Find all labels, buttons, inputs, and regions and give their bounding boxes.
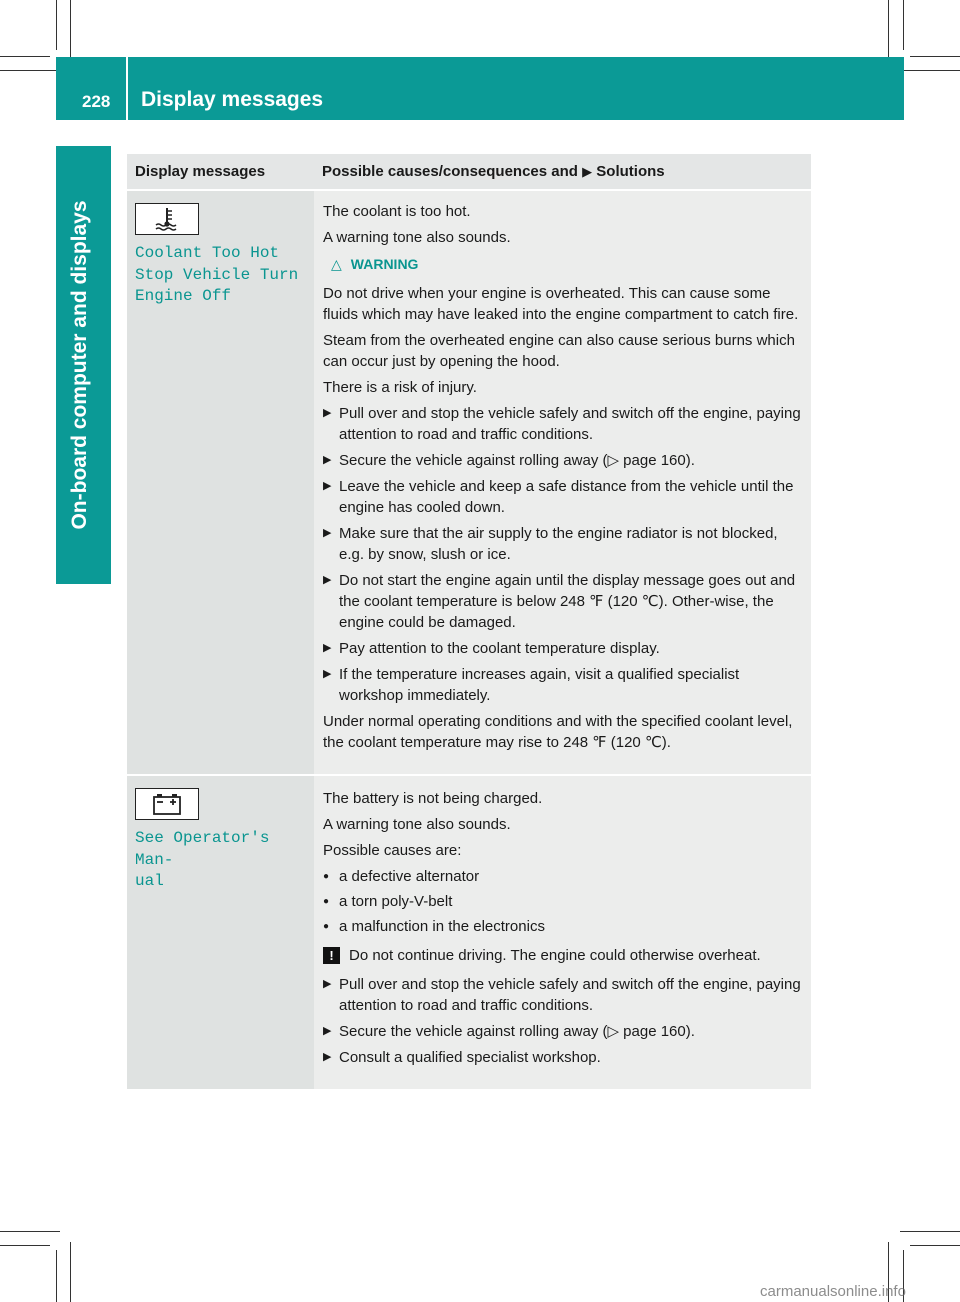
warning-heading bbox=[323, 254, 803, 275]
solution-step bbox=[323, 570, 803, 633]
message-cell bbox=[127, 190, 314, 775]
crop-mark bbox=[56, 0, 57, 50]
warning-label: WARNING bbox=[350, 256, 419, 272]
crop-mark bbox=[910, 56, 960, 57]
bullet-icon: ● bbox=[323, 871, 330, 882]
list-item-text: a malfunction in the electronics bbox=[339, 918, 545, 935]
table-row bbox=[127, 190, 811, 775]
list-item bbox=[323, 891, 803, 912]
page-title: Display messages bbox=[141, 88, 324, 111]
solution-cell bbox=[314, 190, 811, 775]
solution-step-text: Consult a qualified specialist workshop. bbox=[339, 1049, 601, 1066]
play-arrow-icon: ▶ bbox=[582, 164, 593, 179]
crop-mark bbox=[888, 0, 889, 60]
warning-text: There is a risk of injury. bbox=[323, 379, 477, 396]
column-header-solutions-text-2: Solutions bbox=[596, 163, 665, 180]
crop-mark bbox=[900, 1231, 960, 1232]
watermark: carmanualsonline.info bbox=[760, 1283, 906, 1300]
solution-step bbox=[323, 403, 803, 445]
solution-step-text: Pull over and stop the vehicle safely and switch off the engine, paying attention to road and traffic conditions. bbox=[339, 976, 801, 1014]
coolant-temperature-icon bbox=[135, 203, 199, 235]
list-item bbox=[323, 916, 803, 937]
solution-step bbox=[323, 450, 803, 471]
solution-step bbox=[323, 1047, 803, 1068]
warning-triangle-icon: △ bbox=[331, 256, 342, 272]
step-arrow-icon: ▶ bbox=[323, 480, 332, 492]
step-arrow-icon: ▶ bbox=[323, 574, 332, 586]
step-arrow-icon: ▶ bbox=[323, 407, 332, 419]
solution-step-text[interactable]: Secure the vehicle against rolling away (▷ page 160). bbox=[339, 452, 695, 469]
message-cell bbox=[127, 775, 314, 1089]
step-arrow-icon: ▶ bbox=[323, 668, 332, 680]
solution-step bbox=[323, 638, 803, 659]
crop-mark bbox=[70, 0, 71, 60]
column-header-solutions bbox=[314, 154, 811, 190]
cause-text: Possible causes are: bbox=[323, 842, 462, 859]
step-arrow-icon: ▶ bbox=[323, 1025, 332, 1037]
table-header-row bbox=[127, 154, 811, 190]
display-messages-table bbox=[127, 154, 811, 1089]
cause-text: The coolant is too hot. bbox=[323, 203, 471, 220]
step-arrow-icon: ▶ bbox=[323, 454, 332, 466]
solution-cell bbox=[314, 775, 811, 1089]
list-item bbox=[323, 866, 803, 887]
solution-step bbox=[323, 523, 803, 565]
solution-step-text: Do not start the engine again until the display message goes out and the coolant temperature is below 248 ℉ (120 ℃). Other-wise, the engine could be damaged. bbox=[339, 572, 796, 631]
crop-mark bbox=[56, 1250, 57, 1302]
step-arrow-icon: ▶ bbox=[323, 642, 332, 654]
crop-mark bbox=[0, 1245, 50, 1246]
solution-step bbox=[323, 664, 803, 706]
column-header-display-messages: Display messages bbox=[127, 154, 314, 190]
step-arrow-icon: ▶ bbox=[323, 978, 332, 990]
crop-mark bbox=[0, 70, 60, 71]
table-row bbox=[127, 775, 811, 1089]
crop-mark bbox=[900, 70, 960, 71]
crop-mark bbox=[0, 56, 50, 57]
step-arrow-icon: ▶ bbox=[323, 1051, 332, 1063]
bullet-icon: ● bbox=[323, 896, 330, 907]
solution-step-text: Leave the vehicle and keep a safe distance from the vehicle until the engine has cooled down. bbox=[339, 478, 794, 516]
solution-step bbox=[323, 476, 803, 518]
crop-mark bbox=[0, 1231, 60, 1232]
crop-mark bbox=[70, 1242, 71, 1302]
caution-note bbox=[323, 945, 803, 966]
solution-step-text[interactable]: Secure the vehicle against rolling away (▷ page 160). bbox=[339, 1023, 695, 1040]
solution-step-text: If the temperature increases again, visit a qualified specialist workshop immediately. bbox=[339, 666, 740, 704]
warning-text: Steam from the overheated engine can also cause serious burns which can occur just by opening the hood. bbox=[323, 332, 795, 370]
cause-text: A warning tone also sounds. bbox=[323, 816, 511, 833]
step-arrow-icon: ▶ bbox=[323, 527, 332, 539]
solution-step-text: Pay attention to the coolant temperature display. bbox=[339, 640, 660, 657]
bullet-icon: ● bbox=[323, 921, 330, 932]
solution-step-text: Pull over and stop the vehicle safely and switch off the engine, paying attention to road and traffic conditions. bbox=[339, 405, 801, 443]
battery-icon bbox=[135, 788, 199, 820]
caution-note-text: Do not continue driving. The engine could otherwise overheat. bbox=[349, 947, 761, 964]
chapter-side-tab-label: On-board computer and displays bbox=[68, 200, 91, 530]
list-item-text: a defective alternator bbox=[339, 868, 480, 885]
page-number: 228 bbox=[82, 92, 111, 111]
list-item-text: a torn poly-V-belt bbox=[339, 893, 453, 910]
warning-text: Do not drive when your engine is overheated. This can cause some fluids which may have leaked into the engine compartment to catch fire. bbox=[323, 285, 799, 323]
closing-text: Under normal operating conditions and with the specified coolant level, the coolant temperature may rise to 248 ℉ (120 ℃). bbox=[323, 713, 793, 751]
header-divider bbox=[126, 57, 128, 120]
solution-step bbox=[323, 1021, 803, 1042]
crop-mark bbox=[910, 1245, 960, 1246]
exclamation-icon: ! bbox=[323, 947, 340, 964]
cause-text: A warning tone also sounds. bbox=[323, 229, 511, 246]
display-message-text: See Operator's Man‐ ual bbox=[135, 829, 270, 890]
solution-step bbox=[323, 974, 803, 1016]
crop-mark bbox=[903, 0, 904, 50]
solution-step-text: Make sure that the air supply to the engine radiator is not blocked, e.g. by snow, slush or ice. bbox=[339, 525, 778, 563]
display-message-text: Coolant Too Hot Stop Vehicle Turn Engine Off bbox=[135, 244, 299, 305]
cause-text: The battery is not being charged. bbox=[323, 790, 543, 807]
column-header-solutions-text: Possible causes/consequences and bbox=[322, 163, 578, 180]
